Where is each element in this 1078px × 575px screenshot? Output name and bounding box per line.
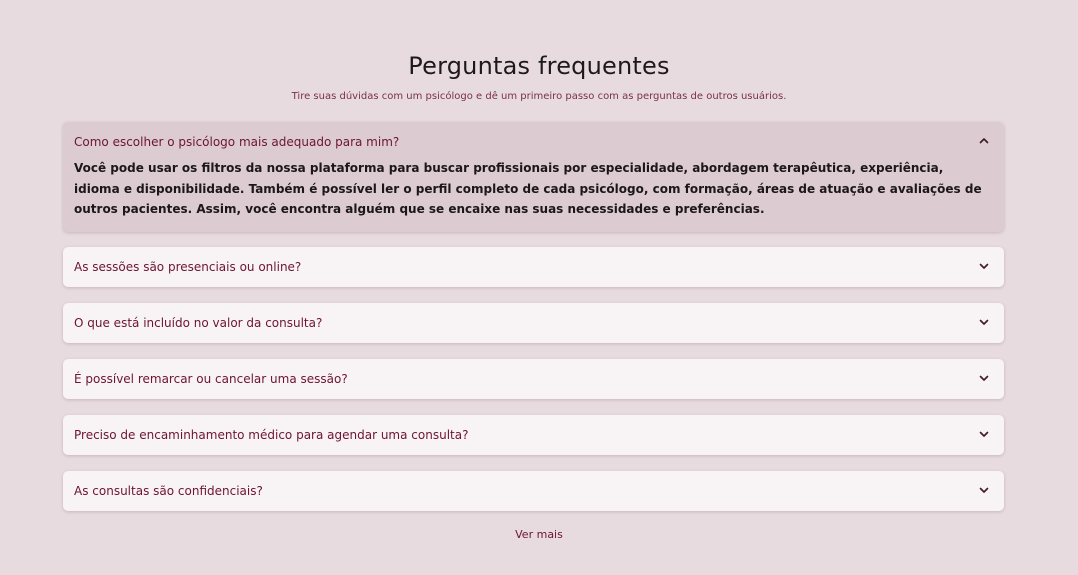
chevron-up-icon[interactable] [978,135,990,147]
faq-question: As sessões são presenciais ou online? [74,259,302,274]
faq-item[interactable] [63,122,1004,232]
faq-item[interactable] [63,415,1004,455]
chevron-down-icon[interactable] [978,372,990,384]
faq-item-header[interactable] [63,359,1004,399]
faq-item-header[interactable] [63,303,1004,343]
faq-answer: Você pode usar os filtros da nossa plataforma para buscar profissionais por especialidade, abordagem terapêutica, experiência, idioma e disponibilidade. Também é possível ler o perfil completo de cada psicólogo, com formação, áreas de atuação e avaliações de outros pacientes. Assim, você encontra alguém que se encaixe nas suas necessidades e preferências. [74,161,982,216]
chevron-down-icon[interactable] [978,316,990,328]
faq-item-header[interactable] [63,415,1004,455]
faq-question: É possível remarcar ou cancelar uma sessão? [74,371,348,386]
faq-item-header[interactable] [63,122,1004,162]
faq-question: Preciso de encaminhamento médico para agendar uma consulta? [74,427,469,442]
faq-question: O que está incluído no valor da consulta? [74,315,323,330]
faq-item[interactable] [63,303,1004,343]
faq-question: Como escolher o psicólogo mais adequado para mim? [74,135,400,149]
faq-item[interactable] [63,247,1004,287]
faq-item-header[interactable] [63,471,1004,511]
chevron-down-icon[interactable] [978,428,990,440]
faq-item[interactable] [63,359,1004,399]
see-more-link[interactable]: Ver mais [515,528,563,541]
faq-list [63,122,1004,527]
faq-subtitle: Tire suas dúvidas com um psicólogo e dê um primeiro passo com as perguntas de outros usuários. [291,91,787,102]
see-more-container [0,528,1078,541]
faq-item[interactable] [63,471,1004,511]
chevron-down-icon[interactable] [978,260,990,272]
faq-title: Perguntas frequentes [408,52,670,80]
chevron-down-icon[interactable] [978,484,990,496]
faq-item-header[interactable] [63,247,1004,287]
faq-question: As consultas são confidenciais? [74,483,263,498]
